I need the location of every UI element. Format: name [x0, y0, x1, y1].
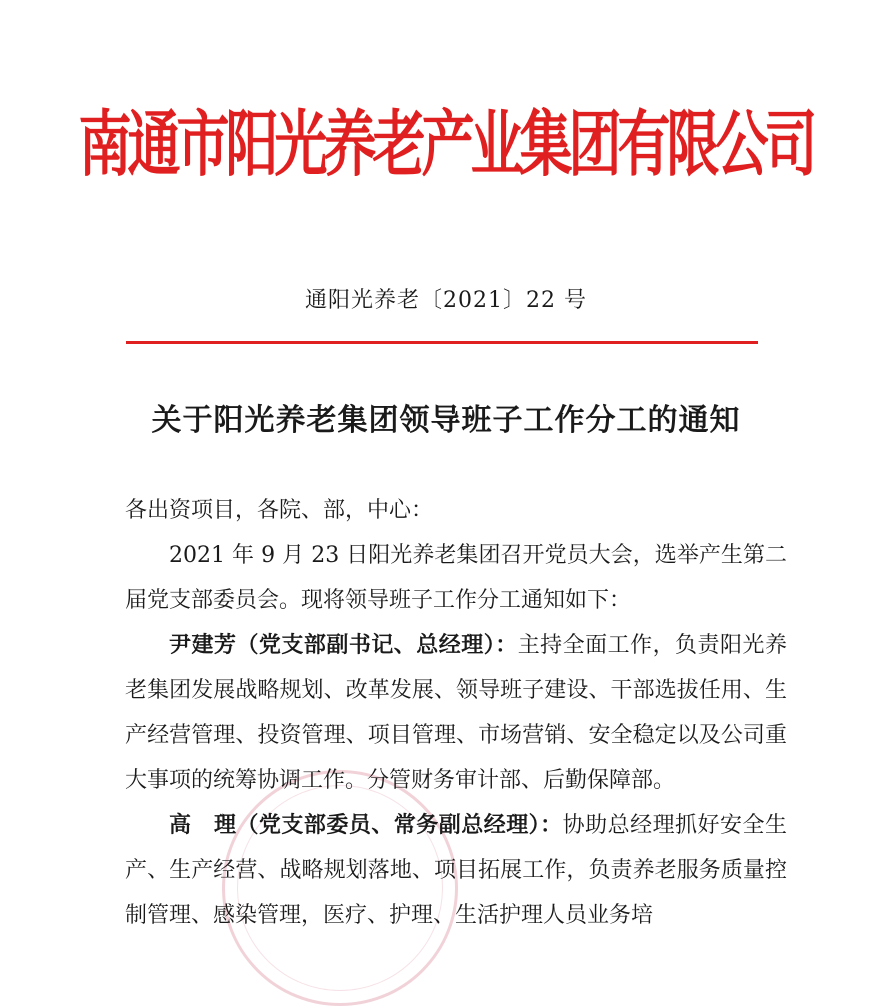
member-duties: 主持全面工作，负责阳光养老集团发展战略规划、改革发展、领导班子建设、干部选拔任用、生产经营管理、投资管理、项目管理、市场营销、安全稳定以及公司重大事项的统筹协调工作。分管财务审计部、后勤保障部。: [125, 633, 787, 793]
intro-paragraph: 2021 年 9 月 23 日阳光养老集团召开党员大会，选举产生第二届党支部委员会。现将领导班子工作分工通知如下：: [125, 543, 787, 613]
member-heading: 尹建芳（党支部副书记、总经理）：: [169, 632, 518, 658]
member-duties: 协助总经理抓好安全生产、生产经营、战略规划落地、项目拓展工作，负责养老服务质量控制管理、感染管理，医疗、护理、生活护理人员业务培: [125, 813, 787, 928]
notice-body: [125, 488, 787, 938]
organization-letterhead: 南通市阳光养老产业集团有限公司: [78, 104, 814, 187]
member-paragraph: [125, 803, 787, 938]
red-divider: [126, 341, 758, 344]
document-number: 通阳光养老〔2021〕22 号: [305, 288, 587, 313]
member-heading: 高 理（党支部委员、常务副总经理）：: [169, 812, 563, 838]
member-paragraph: [125, 623, 787, 803]
salutation: 各出资项目，各院、部，中心：: [125, 498, 434, 523]
notice-title: 关于阳光养老集团领导班子工作分工的通知: [151, 403, 741, 438]
